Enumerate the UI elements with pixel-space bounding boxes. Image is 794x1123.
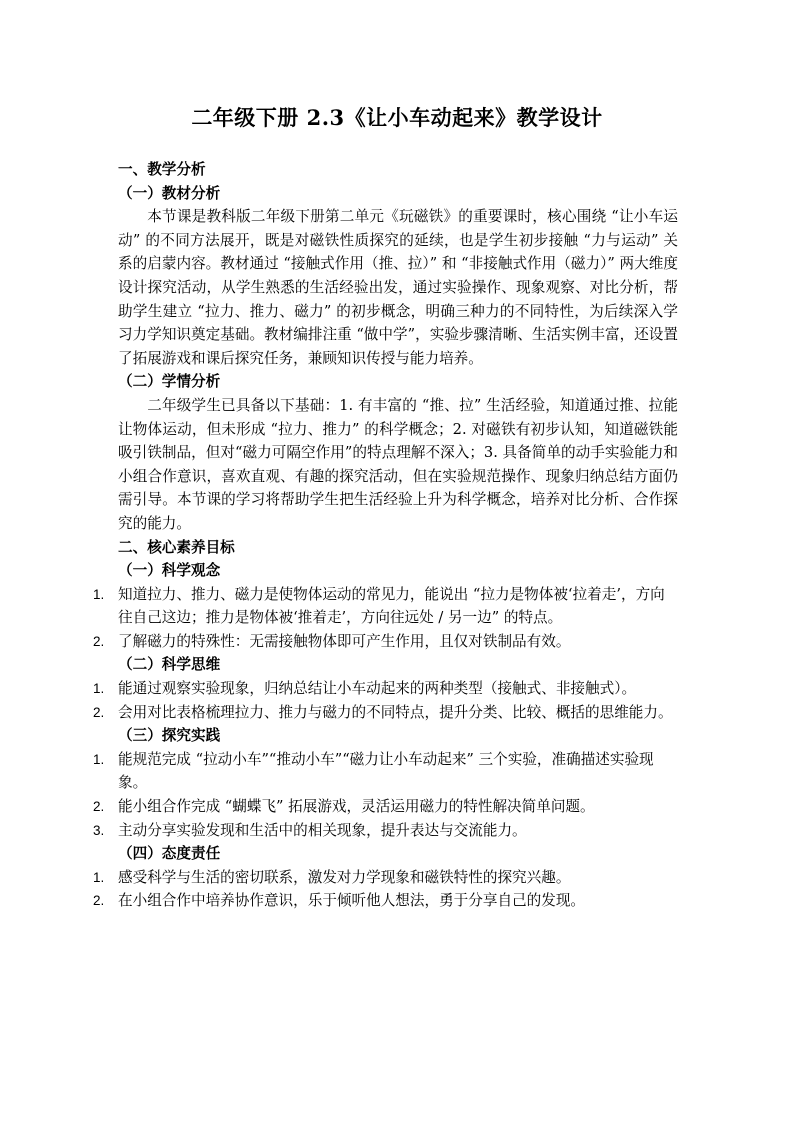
document-title: 二年级下册 2.3《让小车动起来》教学设计 bbox=[191, 105, 603, 130]
list-scientific-concepts bbox=[93, 583, 678, 654]
list-item-text: 知道拉力、推力、磁力是使物体运动的常见力，能说出 “拉力是物体被‘拉着走’，方向往自己这边；推力是物体被‘推着走’，方向往远处 / 另一边” 的特点。 bbox=[118, 585, 665, 627]
list-attitude-responsibility bbox=[93, 866, 678, 913]
subsection-heading-textbook-analysis: （一）教材分析 bbox=[118, 184, 221, 202]
list-item-text: 感受科学与生活的密切联系，激发对力学现象和磁铁特性的探究兴趣。 bbox=[118, 868, 571, 886]
list-item-text: 能通过观察实验现象，归纳总结让小车动起来的两种类型（接触式、非接触式）。 bbox=[118, 680, 637, 698]
list-inquiry-practice bbox=[93, 748, 678, 842]
list-item-number: 2. bbox=[93, 799, 105, 815]
list-item-number: 3. bbox=[93, 822, 105, 838]
list-item bbox=[93, 819, 678, 843]
subsection-heading-student-analysis: （二）学情分析 bbox=[118, 373, 221, 391]
list-item-text: 了解磁力的特殊性：无需接触物体即可产生作用，且仅对铁制品有效。 bbox=[118, 632, 571, 650]
list-item bbox=[93, 889, 678, 913]
list-item bbox=[93, 677, 678, 701]
list-item-text: 在小组合作中培养协作意识，乐于倾听他人想法，勇于分享自己的发现。 bbox=[118, 892, 586, 910]
subsection-heading-scientific-thinking: （二）科学思维 bbox=[118, 656, 221, 674]
list-item-text: 主动分享实验发现和生活中的相关现象，提升表达与交流能力。 bbox=[118, 821, 527, 839]
list-item-number: 1. bbox=[93, 869, 105, 885]
list-item bbox=[93, 866, 678, 890]
list-item-number: 2. bbox=[93, 633, 105, 649]
list-item-text: 能小组合作完成 “蝴蝶飞” 拓展游戏，灵活运用磁力的特性解决简单问题。 bbox=[118, 798, 595, 816]
list-item bbox=[93, 795, 678, 819]
document-body bbox=[93, 158, 678, 913]
list-item bbox=[93, 748, 678, 795]
list-item-text: 能规范完成 “拉动小车”“推动小车”“磁力让小车动起来” 三个实验，准确描述实验现象。 bbox=[118, 750, 654, 792]
section-heading-teaching-analysis: 一、教学分析 bbox=[118, 161, 206, 178]
list-item-number: 1. bbox=[93, 586, 105, 602]
list-item bbox=[93, 630, 678, 654]
subsection-heading-attitude-responsibility: （四）态度责任 bbox=[118, 845, 221, 863]
paragraph-textbook-analysis: 本节课是教科版二年级下册第二单元《玩磁铁》的重要课时，核心围绕 “让小车运动” 的不同方法展开，既是对磁铁性质探究的延续，也是学生初步接触 “力与运动” 关系的启蒙内容。教材通过 “接触式作用（推、拉）” 和 “非接触式作用（磁力）” 两大维度设计探究活动，从学生熟悉的生活经验出发，通过实验操作、现象观察、对比分析，帮助学生建立 “拉力、推力、磁力” 的初步概念，明确三种力的不同特性，为后续深入学习力学知识奠定基础。教材编排注重 “做中学”，实验步骤清晰、生活实例丰富，还设置了拓展游戏和课后探究任务，兼顾知识传授与能力培养。 bbox=[118, 208, 678, 367]
section-heading-core-goals: 二、核心素养目标 bbox=[118, 538, 235, 556]
paragraph-student-analysis: 二年级学生已具备以下基础：1. 有丰富的 “推、拉” 生活经验，知道通过推、拉能让物体运动，但未形成 “拉力、推力” 的科学概念；2. 对磁铁有初步认知，知道磁铁能吸引铁制品，但对“磁力可隔空作用”的特点理解不深入；3. 具备简单的动手实验能力和小组合作意识，喜欢直观、有趣的探究活动，但在实验规范操作、现象归纳总结方面仍需引导。本节课的学习将帮助学生把生活经验上升为科学概念，培养对比分析、合作探究的能力。 bbox=[118, 396, 678, 532]
list-item-text: 会用对比表格梳理拉力、推力与磁力的不同特点，提升分类、比较、概括的思维能力。 bbox=[118, 703, 673, 721]
subsection-heading-scientific-concepts: （一）科学观念 bbox=[118, 562, 221, 580]
subsection-heading-inquiry-practice: （三）探究实践 bbox=[118, 727, 221, 745]
list-item-number: 1. bbox=[93, 681, 105, 697]
list-item bbox=[93, 701, 678, 725]
list-item-number: 2. bbox=[93, 704, 105, 720]
list-item bbox=[93, 583, 678, 630]
list-item-number: 1. bbox=[93, 751, 105, 767]
list-scientific-thinking bbox=[93, 677, 678, 724]
list-item-number: 2. bbox=[93, 893, 105, 909]
